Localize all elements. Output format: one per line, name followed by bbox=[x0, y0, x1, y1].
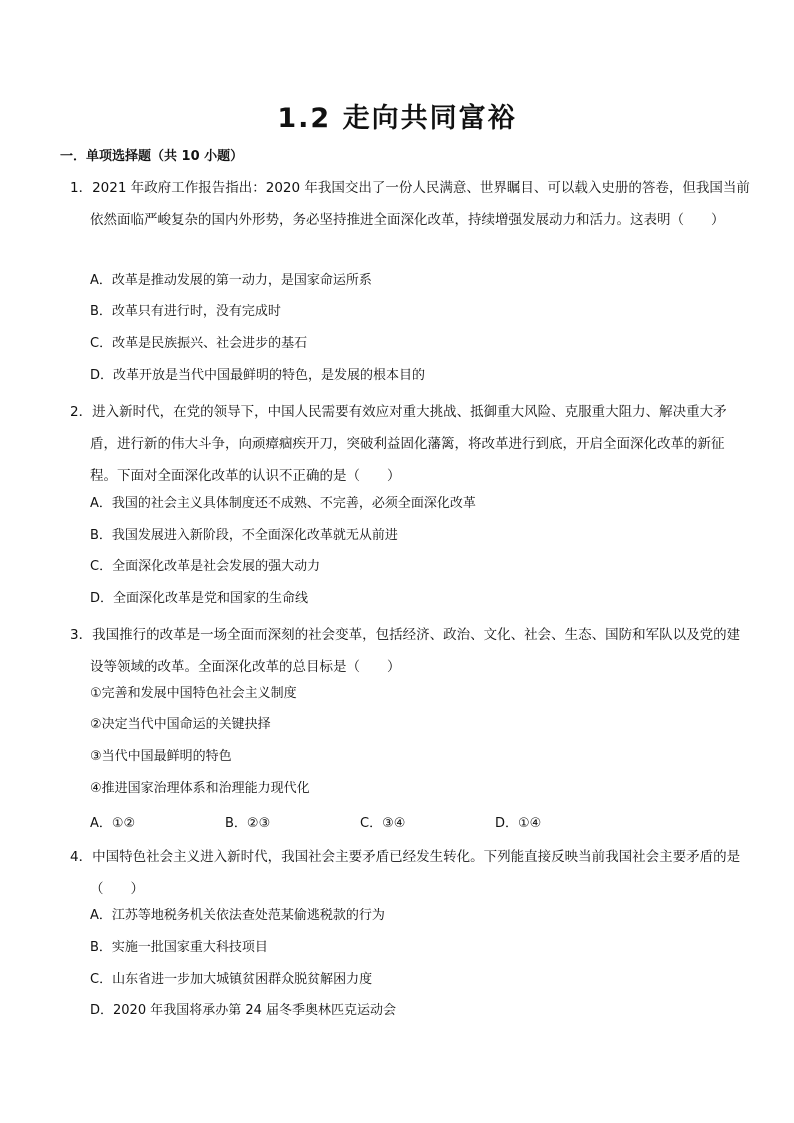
question-3-item-3: ③当代中国最鲜明的特色 bbox=[90, 749, 232, 764]
question-4-option-b: B．实施一批国家重大科技项目 bbox=[90, 940, 268, 955]
section-heading: 一．单项选择题（共 10 小题） bbox=[60, 149, 244, 164]
question-4-option-d: D．2020 年我国将承办第 24 届冬季奥林匹克运动会 bbox=[90, 1003, 397, 1018]
question-2-option-a: A．我国的社会主义具体制度还不成熟、不完善，必须全面深化改革 bbox=[90, 496, 476, 511]
question-3-stem: 3．我国推行的改革是一场全面而深刻的社会变革，包括经济、政治、文化、社会、生态、国防和军队以及党的建设等领域的改革。全面深化改革的总目标是（ ） bbox=[70, 627, 741, 675]
question-3-choice-c: C．③④ bbox=[360, 816, 406, 831]
question-1-option-a: A．改革是推动发展的第一动力，是国家命运所系 bbox=[90, 273, 372, 288]
question-1-option-d: D．改革开放是当代中国最鲜明的特色，是发展的根本目的 bbox=[90, 368, 426, 383]
question-3-choices bbox=[90, 812, 650, 831]
question-2-stem: 2．进入新时代，在党的领导下，中国人民需要有效应对重大挑战、抵御重大风险、克服重大阻力、解决重大矛盾，进行新的伟大斗争，向顽瘴痼疾开刀，突破利益固化藩篱，将改革进行到底，开启全面深化改革的新征程。下面对全面深化改革的认识不正确的是（ ） bbox=[70, 404, 727, 484]
question-2-option-c: C．全面深化改革是社会发展的强大动力 bbox=[90, 559, 321, 574]
question-1-stem: 1．2021 年政府工作报告指出：2020 年我国交出了一份人民满意、世界瞩目、可以载入史册的答卷，但我国当前依然面临严峻复杂的国内外形势，务必坚持推进全面深化改革，持续增强发展动力和活力。这表明（ ） bbox=[70, 180, 750, 228]
question-3-choice-b: B．②③ bbox=[225, 816, 271, 831]
page-title: 1.2 走向共同富裕 bbox=[277, 103, 517, 134]
question-3-item-1: ①完善和发展中国特色社会主义制度 bbox=[90, 686, 297, 701]
question-4-stem: 4．中国特色社会主义进入新时代，我国社会主要矛盾已经发生转化。下列能直接反映当前我国社会主要矛盾的是（ ） bbox=[70, 849, 741, 897]
question-1-option-c: C．改革是民族振兴、社会进步的基石 bbox=[90, 336, 308, 351]
question-3-choice-a: A．①② bbox=[90, 816, 136, 831]
question-4-option-a: A．江苏等地税务机关依法查处范某偷逃税款的行为 bbox=[90, 908, 385, 923]
question-3-item-2: ②决定当代中国命运的关键抉择 bbox=[90, 717, 271, 732]
question-4-option-c: C．山东省进一步加大城镇贫困群众脱贫解困力度 bbox=[90, 972, 373, 987]
question-1-option-b: B．改革只有进行时，没有完成时 bbox=[90, 304, 281, 319]
question-2-option-d: D．全面深化改革是党和国家的生命线 bbox=[90, 591, 309, 606]
question-3-item-4: ④推进国家治理体系和治理能力现代化 bbox=[90, 781, 310, 796]
question-2-option-b: B．我国发展进入新阶段，不全面深化改革就无从前进 bbox=[90, 528, 398, 543]
question-3-choice-d: D．①④ bbox=[495, 816, 542, 831]
